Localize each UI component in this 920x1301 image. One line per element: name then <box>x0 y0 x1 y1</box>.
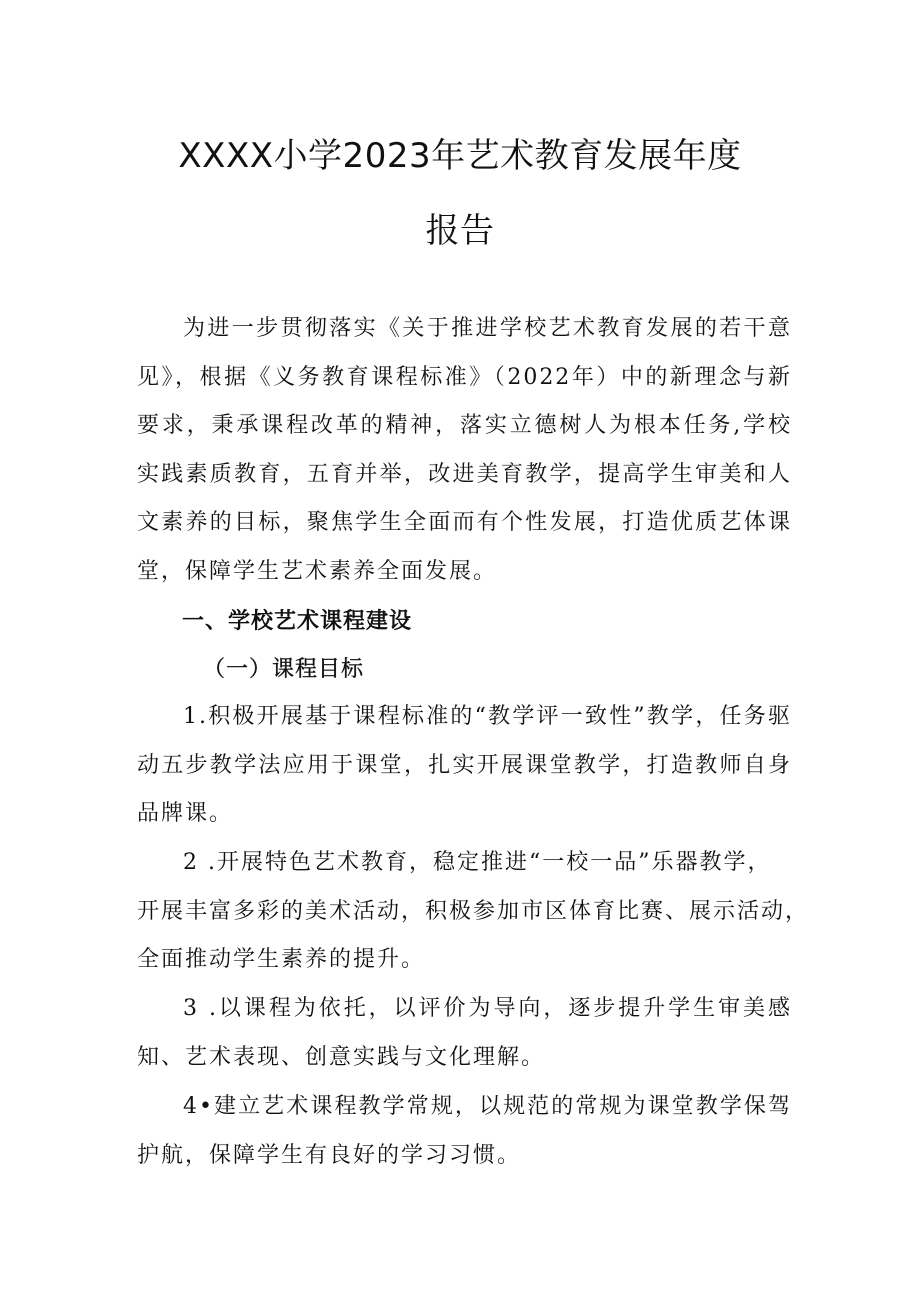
item-4-block <box>137 1083 792 1180</box>
intro-paragraph: 为进一步贯彻落实《关于推进学校艺术教育发展的若干意见》，根据《义务教育课程标准》（2022年）中的新理念与新要求，秉承课程改革的精神，落实立德树人为根本任务,学校实践素质教育，五育并举，改进美育教学，提高学生审美和人文素养的目标，聚焦学生全面而有个性发展，打造优质艺体课堂，保障学生艺术素养全面发展。 <box>137 316 792 584</box>
list-item-3: 3 .以课程为依托，以评价为导向，逐步提升学生审美感知、艺术表现、创意实践与文化理解。 <box>137 996 792 1070</box>
list-item-2-line-1: 2 .开展特色艺术教育，稳定推进“一校一品”乐器教学， <box>183 850 772 875</box>
list-item-2-line-3: 全面推动学生素养的提升。 <box>137 947 426 972</box>
document-title-line-2: 报告 <box>425 211 495 251</box>
item-1-block <box>137 693 792 839</box>
list-item-4: 4•建立艺术课程教学常规，以规范的常规为课堂教学保驾护航，保障学生有良好的学习习惯。 <box>137 1094 792 1168</box>
item-2-block <box>137 839 810 985</box>
list-item-2-line-2: 开展丰富多彩的美术活动，积极参加市区体育比赛、展示活动， <box>137 898 810 924</box>
list-item-1: 1.积极开展基于课程标准的“教学评一致性”教学，任务驱动五步教学法应用于课堂，扎实开展课堂教学，打造教师自身品牌课。 <box>137 704 792 826</box>
intro-block <box>137 305 792 596</box>
document-title-line-1: XXXX小学2023年艺术教育发展年度 <box>178 136 742 176</box>
item-3-block <box>137 985 792 1082</box>
subsection-heading-course-goals: （一）课程目标 <box>203 657 365 682</box>
section-heading-course-construction: 一、学校艺术课程建设 <box>182 609 413 634</box>
